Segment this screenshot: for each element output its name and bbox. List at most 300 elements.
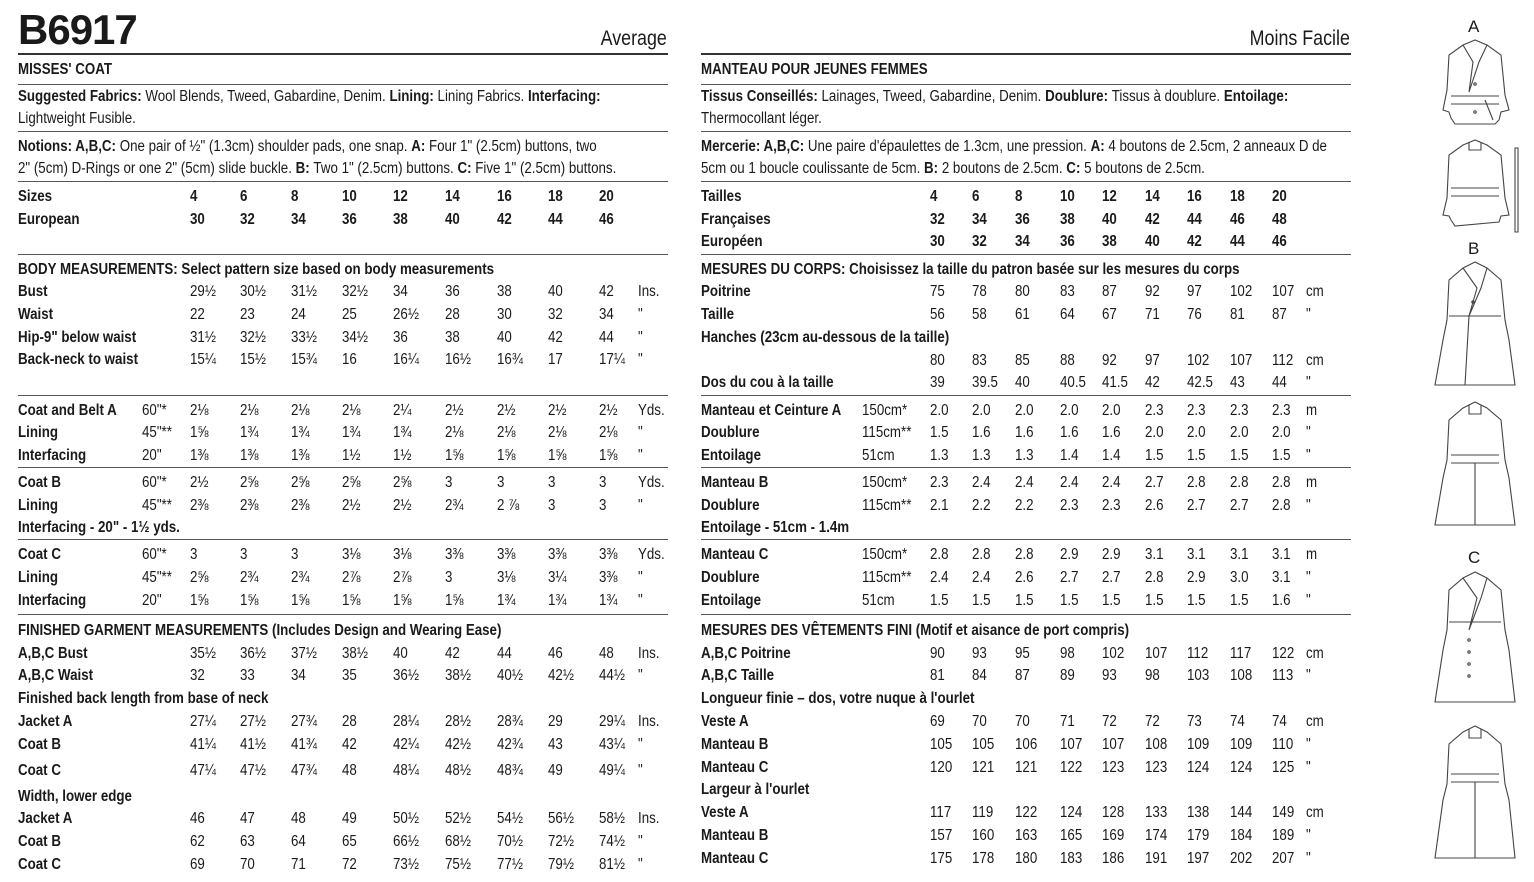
size-value: 2⅛: [548, 424, 567, 441]
size-value: 34: [291, 667, 306, 684]
size-value: 3.1: [1187, 546, 1206, 563]
section-divider: [701, 614, 1351, 615]
fabrics-text: Suggested Fabrics:: [18, 88, 146, 105]
size-value: 2.8: [1145, 569, 1164, 586]
size-value: 85: [1015, 352, 1030, 369]
section-divider: [701, 467, 1351, 468]
size-value: 183: [1060, 850, 1083, 867]
view-c-back-sketch: [1435, 726, 1515, 858]
size-value: 70½: [497, 833, 523, 850]
coat-sketches: [1425, 0, 1534, 882]
unit-label: ": [638, 736, 643, 753]
size-value: 184: [1230, 827, 1253, 844]
section-divider: [18, 467, 668, 468]
size-value: 1.5: [1145, 592, 1164, 609]
section-heading: Finished back length from base of neck: [18, 690, 269, 707]
size-value: 138: [1187, 804, 1210, 821]
size-value: 2.0: [1230, 424, 1249, 441]
size-value: 16¼: [393, 351, 419, 368]
size-value: 36: [1060, 233, 1075, 250]
size-value: 1.5: [1102, 592, 1121, 609]
size-value: 40: [548, 283, 563, 300]
size-value: 144: [1230, 804, 1253, 821]
section-heading: Width, lower edge: [18, 788, 132, 805]
size-value: 10: [1060, 188, 1075, 205]
notions-text: C:: [457, 160, 476, 177]
size-value: 43¼: [599, 736, 625, 753]
size-value: 2½: [342, 497, 361, 514]
size-value: 128: [1102, 804, 1125, 821]
size-value: 107: [1102, 736, 1125, 753]
size-value: 112: [1187, 645, 1209, 662]
section-divider: [18, 131, 668, 132]
size-value: 2 ⅞: [497, 497, 520, 514]
size-value: 14: [445, 188, 460, 205]
size-value: 16: [1187, 188, 1202, 205]
size-value: 107: [1060, 736, 1083, 753]
section-heading: Longueur finie – dos, votre nuque à l'ourlet: [701, 690, 975, 707]
pattern-code: B6917: [18, 6, 137, 53]
size-value: 40.5: [1060, 374, 1086, 391]
size-value: 38: [1060, 211, 1075, 228]
size-value: 64: [1060, 306, 1075, 323]
row-label: Coat C: [18, 546, 61, 563]
notions-text: Five 1" (2.5cm) buttons.: [475, 160, 617, 177]
size-value: 3⅜: [548, 546, 567, 563]
size-value: 26½: [393, 306, 419, 323]
size-value: 2½: [599, 402, 618, 419]
size-value: 1⅝: [342, 592, 361, 609]
size-value: 2½: [497, 402, 516, 419]
size-value: 1.5: [1015, 592, 1034, 609]
size-value: 16½: [445, 351, 471, 368]
size-value: 46: [599, 211, 614, 228]
size-value: 37½: [291, 645, 317, 662]
size-value: 28½: [445, 713, 471, 730]
size-value: 95: [1015, 645, 1030, 662]
notions-text: A:: [411, 138, 429, 155]
size-value: 71: [291, 856, 306, 873]
section-title: MISSES' COAT: [18, 61, 113, 78]
size-value: 125: [1272, 759, 1295, 776]
size-value: 35: [342, 667, 357, 684]
section-heading: MESURES DES VÊTEMENTS FINI (Motif et aisance de port compris): [701, 622, 1130, 639]
size-value: 1⅝: [445, 447, 464, 464]
size-value: 2⅜: [190, 497, 209, 514]
size-value: 28¾: [497, 713, 523, 730]
size-value: 40: [445, 211, 460, 228]
size-value: 39.5: [972, 374, 998, 391]
fabric-width: 150cm*: [862, 546, 908, 563]
size-value: 2.0: [1102, 402, 1121, 419]
size-value: 179: [1187, 827, 1210, 844]
size-value: 2½: [393, 497, 412, 514]
size-value: 27¾: [291, 713, 317, 730]
size-value: 70: [972, 713, 987, 730]
size-value: 108: [1145, 736, 1168, 753]
fabrics-text: Lightweight Fusible.: [18, 110, 136, 127]
size-value: 1⅜: [190, 447, 209, 464]
size-value: 2⅛: [291, 402, 310, 419]
row-label: Interfacing: [18, 592, 87, 609]
size-value: 6: [972, 188, 980, 205]
size-value: 44: [1230, 233, 1245, 250]
size-value: 40: [497, 329, 512, 346]
size-value: 44: [599, 329, 614, 346]
size-value: 47: [240, 810, 255, 827]
size-value: 112: [1272, 352, 1294, 369]
size-value: 124: [1230, 759, 1253, 776]
size-value: 3: [190, 546, 198, 563]
size-value: 2.4: [972, 569, 991, 586]
row-label: Veste A: [701, 804, 749, 821]
size-value: 2¼: [393, 402, 412, 419]
fabrics-text: Doublure:: [1045, 88, 1112, 105]
row-label: Doublure: [701, 497, 760, 514]
unit-label: ": [1306, 759, 1311, 776]
size-value: 2.9: [1060, 546, 1079, 563]
unit-label: cm: [1306, 352, 1324, 369]
notions-text: Mercerie: A,B,C:: [701, 138, 808, 155]
size-value: 39: [930, 374, 945, 391]
size-value: 87: [1272, 306, 1287, 323]
size-value: 42: [1187, 233, 1202, 250]
size-value: 133: [1145, 804, 1168, 821]
size-value: 93: [1102, 667, 1117, 684]
row-label: Coat B: [18, 833, 61, 850]
size-value: 17: [548, 351, 563, 368]
unit-label: ": [638, 497, 643, 514]
section-divider: [18, 539, 668, 540]
row-label: Bust: [18, 283, 48, 300]
row-label: Entoilage: [701, 592, 761, 609]
section-heading: Hanches (23cm au-dessous de la taille): [701, 329, 950, 346]
size-value: 3: [445, 569, 453, 586]
size-value: 74: [1272, 713, 1287, 730]
row-label: A,B,C Bust: [18, 645, 88, 662]
size-value: 102: [1230, 283, 1253, 300]
size-value: 30: [497, 306, 512, 323]
unit-label: ": [1306, 736, 1311, 753]
size-value: 160: [972, 827, 995, 844]
size-value: 29: [548, 713, 563, 730]
size-value: 73½: [393, 856, 419, 873]
fabric-width: 51cm: [862, 592, 895, 609]
section-heading: FINISHED GARMENT MEASUREMENTS (Includes Design and Wearing Ease): [18, 622, 502, 639]
section-divider: [701, 131, 1351, 132]
size-value: 2.3: [930, 474, 949, 491]
size-value: 28¼: [393, 713, 419, 730]
size-value: 22: [190, 306, 205, 323]
size-value: 149: [1272, 804, 1295, 821]
section-divider: [18, 181, 668, 182]
size-value: 16: [342, 351, 357, 368]
size-value: 56½: [548, 810, 574, 827]
notions-text: 4 boutons de 2.5cm, 2 anneaux D de: [1108, 138, 1327, 155]
size-value: 2.0: [1145, 424, 1164, 441]
size-value: 105: [972, 736, 995, 753]
unit-label: ": [638, 569, 643, 586]
size-value: 16¾: [497, 351, 523, 368]
notions-text: A:: [1090, 138, 1109, 155]
size-value: 48½: [445, 762, 471, 779]
row-label: Coat C: [18, 856, 61, 873]
size-value: 35½: [190, 645, 216, 662]
size-value: 1⅝: [599, 447, 618, 464]
fabric-width: 60"*: [142, 546, 167, 563]
size-value: 65: [342, 833, 357, 850]
size-value: 1.3: [972, 447, 991, 464]
size-value: 2.7: [1230, 497, 1249, 514]
unit-label: ": [1306, 827, 1311, 844]
size-value: 81: [930, 667, 945, 684]
size-value: 42: [1145, 211, 1160, 228]
size-value: 32: [190, 667, 205, 684]
section-heading: Interfacing - 20" - 1½ yds.: [18, 519, 180, 536]
size-value: 38½: [445, 667, 471, 684]
section-heading: BODY MEASUREMENTS: Select pattern size based on body measurements: [18, 261, 495, 278]
size-value: 29¼: [599, 713, 625, 730]
unit-label: Yds.: [638, 474, 665, 491]
unit-label: ": [1306, 850, 1311, 867]
unit-label: Yds.: [638, 402, 665, 419]
size-value: 2.2: [1015, 497, 1034, 514]
garment-illustrations: [1425, 0, 1534, 882]
row-label: Jacket A: [18, 810, 73, 827]
size-value: 3: [599, 497, 607, 514]
notions-text: B:: [924, 160, 942, 177]
notions-line: [18, 136, 597, 158]
size-value: 2⅝: [393, 474, 412, 491]
size-value: 3.0: [1230, 569, 1249, 586]
view-label-b: B: [1468, 239, 1480, 258]
size-value: 3: [240, 546, 248, 563]
size-value: 33: [240, 667, 255, 684]
size-value: 2.2: [972, 497, 991, 514]
size-value: 3.1: [1145, 546, 1164, 563]
size-value: 2.7: [1145, 474, 1164, 491]
size-value: 36½: [393, 667, 419, 684]
unit-label: ": [638, 424, 643, 441]
size-value: 72: [342, 856, 357, 873]
row-label: A,B,C Taille: [701, 667, 775, 684]
unit-label: ": [1306, 592, 1311, 609]
size-value: 44: [1187, 211, 1202, 228]
notions-text: C:: [1066, 160, 1085, 177]
size-value: 2.8: [1272, 474, 1291, 491]
unit-label: m: [1306, 474, 1318, 491]
unit-label: ": [1306, 569, 1311, 586]
size-value: 123: [1145, 759, 1168, 776]
size-value: 1⅝: [291, 592, 310, 609]
fabric-width: 20": [142, 447, 162, 464]
size-value: 76: [1187, 306, 1202, 323]
unit-label: ": [638, 833, 643, 850]
notions-line: [701, 136, 1327, 158]
size-value: 24: [291, 306, 306, 323]
size-value: 2.6: [1015, 569, 1034, 586]
size-value: 1.5: [1060, 592, 1079, 609]
size-value: 1.5: [1187, 592, 1206, 609]
size-value: 40: [393, 645, 408, 662]
size-value: 46: [190, 810, 205, 827]
size-value: 2⅝: [342, 474, 361, 491]
size-value: 1½: [342, 447, 361, 464]
size-value: 80: [930, 352, 945, 369]
unit-label: ": [638, 667, 643, 684]
notions-line: [18, 158, 616, 180]
size-value: 1⅝: [497, 447, 516, 464]
size-value: 41½: [240, 736, 266, 753]
row-label: Poitrine: [701, 283, 751, 300]
size-value: 47¾: [291, 762, 317, 779]
size-value: 74: [1230, 713, 1245, 730]
size-value: 75½: [445, 856, 471, 873]
size-value: 42¾: [497, 736, 523, 753]
size-value: 87: [1015, 667, 1030, 684]
notions-text: Notions: A,B,C:: [18, 138, 120, 155]
size-value: 121: [1015, 759, 1038, 776]
size-value: 36½: [240, 645, 266, 662]
size-value: 2⅛: [497, 424, 516, 441]
size-value: 1⅝: [393, 592, 412, 609]
size-value: 88: [1060, 352, 1075, 369]
size-value: 42: [497, 211, 512, 228]
size-value: 2.3: [1230, 402, 1249, 419]
size-value: 38: [393, 211, 408, 228]
size-value: 32: [240, 211, 255, 228]
size-value: 1⅝: [190, 592, 209, 609]
unit-label: ": [1306, 447, 1311, 464]
size-value: 67: [1102, 306, 1117, 323]
size-value: 12: [393, 188, 408, 205]
size-value: 48: [342, 762, 357, 779]
size-value: 169: [1102, 827, 1125, 844]
size-value: 49: [548, 762, 563, 779]
size-value: 34: [1015, 233, 1030, 250]
size-value: 98: [1060, 645, 1075, 662]
size-value: 191: [1145, 850, 1168, 867]
size-value: 48: [291, 810, 306, 827]
size-value: 23: [240, 306, 255, 323]
size-value: 61: [1015, 306, 1030, 323]
size-value: 124: [1187, 759, 1210, 776]
size-value: 36: [445, 283, 460, 300]
size-value: 89: [1060, 667, 1075, 684]
unit-label: cm: [1306, 804, 1324, 821]
size-value: 189: [1272, 827, 1295, 844]
fabrics-text: Lainages, Tweed, Gabardine, Denim.: [821, 88, 1046, 105]
size-value: 2.3: [1187, 402, 1206, 419]
size-value: 1.6: [1015, 424, 1034, 441]
size-value: 1¾: [240, 424, 259, 441]
size-value: 3⅜: [599, 546, 618, 563]
notions-text: 5cm ou 1 boucle coulissante de 5cm.: [701, 160, 925, 177]
size-value: 79½: [548, 856, 574, 873]
size-value: 68½: [445, 833, 471, 850]
row-label: Doublure: [701, 424, 760, 441]
size-value: 69: [930, 713, 945, 730]
section-divider: [18, 254, 668, 255]
unit-label: Ins.: [638, 713, 660, 730]
size-value: 52½: [445, 810, 471, 827]
fabrics-line: [701, 86, 1288, 108]
size-value: 25: [342, 306, 357, 323]
size-value: 34½: [342, 329, 368, 346]
size-value: 40: [1102, 211, 1117, 228]
section-heading: Largeur à l'ourlet: [701, 781, 810, 798]
unit-label: Ins.: [638, 810, 660, 827]
row-label: Manteau et Ceinture A: [701, 402, 842, 419]
size-value: 48¾: [497, 762, 523, 779]
view-b-front-sketch: [1435, 262, 1515, 385]
size-value: 2⅝: [190, 569, 209, 586]
size-value: 3.1: [1272, 569, 1291, 586]
size-value: 1¾: [342, 424, 361, 441]
size-value: 29½: [190, 283, 216, 300]
size-value: 44: [497, 645, 512, 662]
view-a-front-sketch: [1443, 40, 1509, 124]
unit-label: Yds.: [638, 546, 665, 563]
size-value: 3⅜: [445, 546, 464, 563]
size-value: 2.0: [1187, 424, 1206, 441]
unit-label: ": [638, 329, 643, 346]
size-value: 2⅞: [393, 569, 412, 586]
size-value: 83: [1060, 283, 1075, 300]
size-value: 163: [1015, 827, 1038, 844]
fabric-width: 45"**: [142, 424, 172, 441]
notions-text: 2" (5cm) D-Rings or one 2" (5cm) slide buckle.: [18, 160, 296, 177]
size-value: 106: [1015, 736, 1038, 753]
size-value: 16: [497, 188, 512, 205]
size-value: 2.3: [1060, 497, 1079, 514]
size-value: 90: [930, 645, 945, 662]
size-value: 107: [1272, 283, 1295, 300]
size-value: 109: [1230, 736, 1253, 753]
size-value: 3⅛: [342, 546, 361, 563]
size-value: 2.8: [1230, 474, 1249, 491]
size-value: 3⅜: [497, 546, 516, 563]
size-value: 122: [1060, 759, 1083, 776]
size-value: 1⅜: [240, 447, 259, 464]
fabrics-text: Tissus Conseillés:: [701, 88, 822, 105]
size-value: 54½: [497, 810, 523, 827]
size-value: 2¾: [240, 569, 259, 586]
size-value: 2.7: [1060, 569, 1079, 586]
size-value: 1¾: [497, 592, 516, 609]
row-label: A,B,C Poitrine: [701, 645, 791, 662]
notions-text: 5 boutons de 2.5cm.: [1084, 160, 1205, 177]
size-value: 43: [548, 736, 563, 753]
size-value: 58½: [599, 810, 625, 827]
size-value: 97: [1145, 352, 1160, 369]
size-value: 1¾: [393, 424, 412, 441]
notions-line: [701, 158, 1205, 180]
size-value: 2.8: [1272, 497, 1291, 514]
row-label: European: [18, 211, 80, 228]
size-value: 117: [930, 804, 952, 821]
notions-text: One pair of ½" (1.3cm) shoulder pads, one snap.: [119, 138, 412, 155]
size-value: 44½: [599, 667, 625, 684]
size-value: 1.5: [1272, 447, 1291, 464]
size-value: 2⅜: [291, 497, 310, 514]
size-value: 1.6: [1102, 424, 1121, 441]
size-value: 113: [1272, 667, 1294, 684]
unit-label: ": [1306, 424, 1311, 441]
size-value: 32½: [240, 329, 266, 346]
row-label: Entoilage: [701, 447, 761, 464]
size-value: 41.5: [1102, 374, 1128, 391]
